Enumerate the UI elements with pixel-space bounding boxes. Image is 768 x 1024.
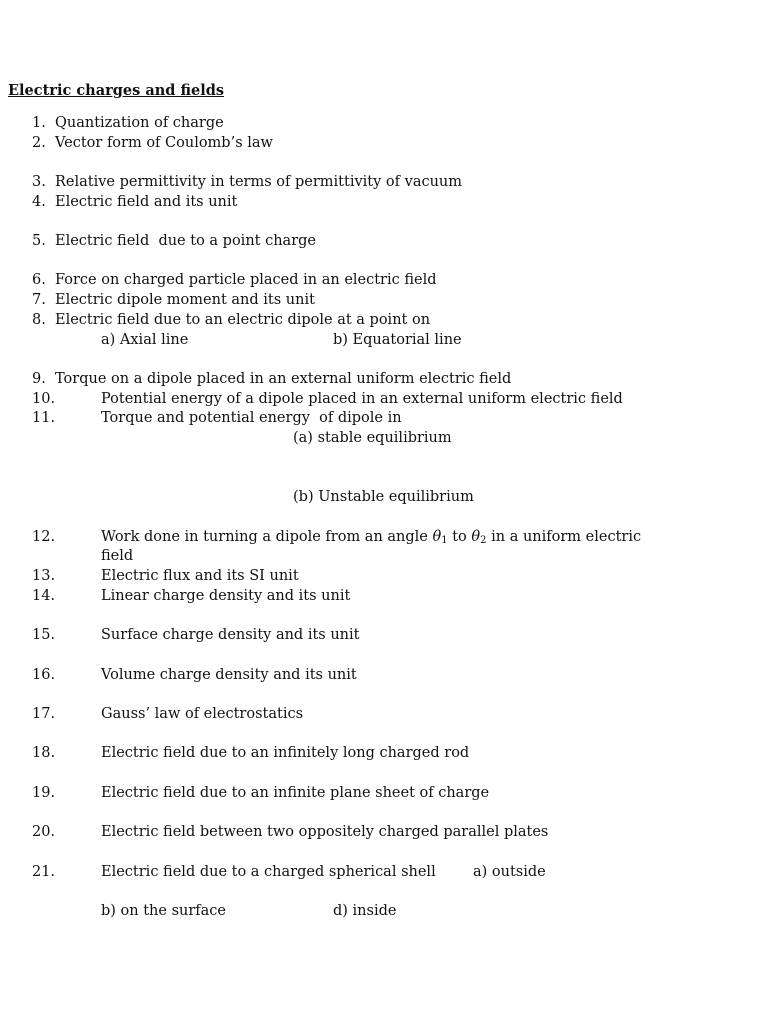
item-number: 21. <box>32 864 56 880</box>
item-number: 19. <box>32 785 56 801</box>
item-text: Force on charged particle placed in an electric field <box>55 272 437 288</box>
item-text: field <box>101 548 134 564</box>
item-text: Linear charge density and its unit <box>101 588 351 604</box>
item-text: Torque on a dipole placed in an external uniform electric field <box>55 371 512 387</box>
item-number: 18. <box>32 745 56 761</box>
item-text <box>101 527 641 551</box>
item-number: 14. <box>32 588 56 604</box>
item-text: Electric field between two oppositely charged parallel plates <box>101 824 549 840</box>
subscript: 2 <box>480 535 487 546</box>
option-axial-line: a) Axial line <box>101 332 189 348</box>
item-number: 1. <box>32 115 46 131</box>
item-text: Volume charge density and its unit <box>101 667 357 683</box>
item-number: 10. <box>32 391 56 407</box>
item-text: Electric dipole moment and its unit <box>55 292 315 308</box>
item-text: Electric field and its unit <box>55 194 238 210</box>
option-on-the-surface: b) on the surface <box>101 903 227 919</box>
item-text: Potential energy of a dipole placed in an external uniform electric field <box>101 391 623 407</box>
item-number: 13. <box>32 568 56 584</box>
item-number: 5. <box>32 233 46 249</box>
item-number: 3. <box>32 174 46 190</box>
item-number: 20. <box>32 824 56 840</box>
item-number: 6. <box>32 272 46 288</box>
item-number: 2. <box>32 135 46 151</box>
item-text: Electric flux and its SI unit <box>101 568 299 584</box>
item-text: Relative permittivity in terms of permittivity of vacuum <box>55 174 463 190</box>
item-text: Quantization of charge <box>55 115 224 131</box>
theta-symbol: θ <box>471 529 481 545</box>
item-text: Surface charge density and its unit <box>101 627 360 643</box>
section-heading: Electric charges and fields <box>8 82 225 99</box>
item-text: Vector form of Coulomb’s law <box>55 135 273 151</box>
item-text-part: Work done in turning a dipole from an angle <box>101 529 433 545</box>
item-text: Torque and potential energy of dipole in <box>101 410 402 426</box>
item-text: Electric field due to an infinite plane sheet of charge <box>101 785 490 801</box>
item-text: Electric field due to a charged spherical shell <box>101 864 436 880</box>
option-outside: a) outside <box>473 864 546 880</box>
item-text-part: to <box>447 529 472 545</box>
item-number: 11. <box>32 410 56 426</box>
item-text: Electric field due to an electric dipole at a point on <box>55 312 431 328</box>
theta-symbol: θ <box>432 529 442 545</box>
item-number: 4. <box>32 194 46 210</box>
item-text: Electric field due to a point charge <box>55 233 316 249</box>
item-number: 12. <box>32 529 56 545</box>
option-stable-equilibrium: (a) stable equilibrium <box>293 430 452 446</box>
item-number: 8. <box>32 312 46 328</box>
item-number: 16. <box>32 667 56 683</box>
item-number: 9. <box>32 371 46 387</box>
item-text: Electric field due to an infinitely long charged rod <box>101 745 470 761</box>
item-number: 15. <box>32 627 56 643</box>
item-number: 7. <box>32 292 46 308</box>
item-number: 17. <box>32 706 56 722</box>
item-text-part: in a uniform electric <box>486 529 642 545</box>
option-equatorial-line: b) Equatorial line <box>333 332 462 348</box>
option-inside: d) inside <box>333 903 397 919</box>
item-text: Gauss’ law of electrostatics <box>101 706 304 722</box>
subscript: 1 <box>441 535 448 546</box>
option-unstable-equilibrium: (b) Unstable equilibrium <box>293 489 474 505</box>
